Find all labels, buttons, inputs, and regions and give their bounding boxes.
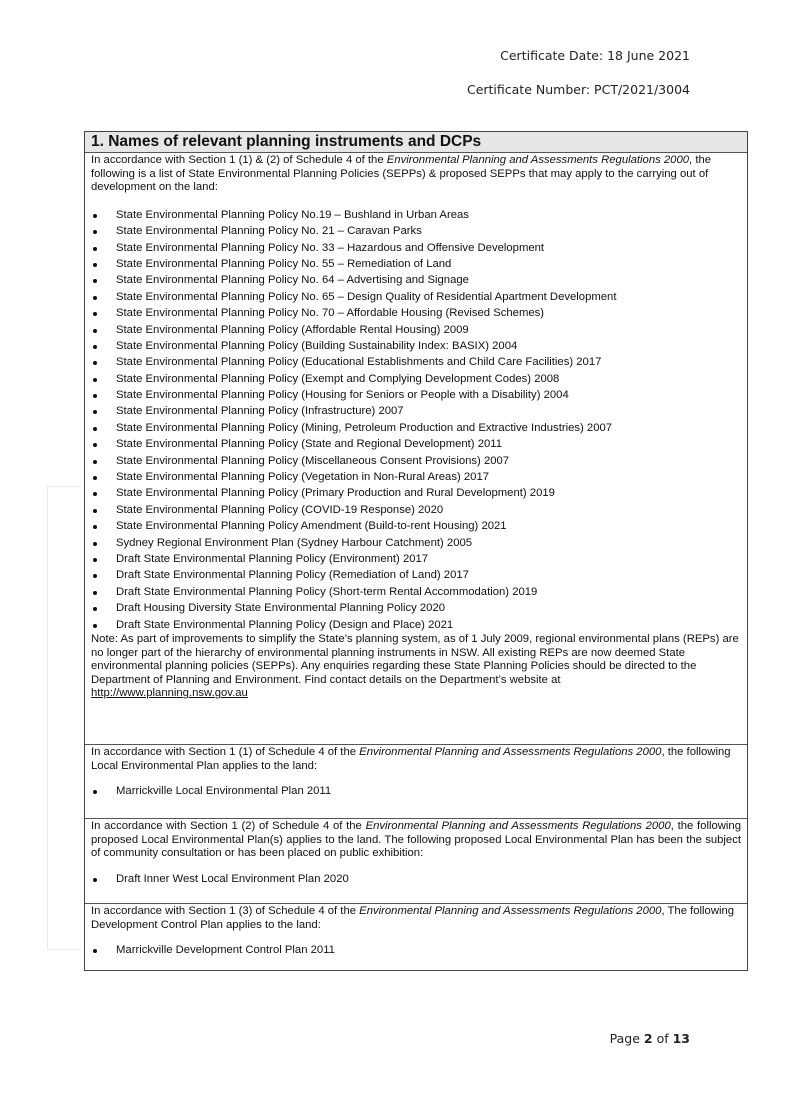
section-title: 1. Names of relevant planning instruments and DCPs [85,132,747,153]
list-item: State Environmental Planning Policy No.19 – Bushland in Urban Areas [91,207,741,223]
list-item: Marrickville Local Environmental Plan 2011 [91,783,741,799]
list-item: Draft State Environmental Planning Policy (Environment) 2017 [91,551,741,567]
page-number: Page 2 of 13 [609,1031,690,1046]
draft-lep-block [85,819,747,903]
list-item: State Environmental Planning Policy (State and Regional Development) 2011 [91,436,741,452]
list-item: State Environmental Planning Policy No. 64 – Advertising and Signage [91,272,741,288]
list-item: Draft State Environmental Planning Policy (Short-term Rental Accommodation) 2019 [91,584,741,600]
list-item: State Environmental Planning Policy (Educational Establishments and Child Care Facilities) 2017 [91,354,741,370]
list-item: State Environmental Planning Policy (Infrastructure) 2007 [91,403,741,419]
page-shadow-artifact [47,486,82,950]
planning-website-link[interactable]: http://www.planning.nsw.gov.au [91,687,248,700]
list-item: State Environmental Planning Policy (Mining, Petroleum Production and Extractive Industries) 2007 [91,420,741,436]
sepp-list [91,207,741,633]
list-item: Draft State Environmental Planning Policy (Design and Place) 2021 [91,617,741,633]
list-item: State Environmental Planning Policy (Primary Production and Rural Development) 2019 [91,485,741,501]
list-item: State Environmental Planning Policy (Miscellaneous Consent Provisions) 2007 [91,453,741,469]
list-item: State Environmental Planning Policy (Exempt and Complying Development Codes) 2008 [91,371,741,387]
certificate-number: Certificate Number: PCT/2021/3004 [466,82,690,97]
lep-list [91,783,741,799]
list-item: State Environmental Planning Policy (Housing for Seniors or People with a Disability) 2004 [91,387,741,403]
lep-text: In accordance with Section 1 (1) of Schedule 4 of the Environmental Planning and Assessments Regulations 2000, the following Local Environmental Plan applies to the land: [91,746,731,772]
lep-block [85,745,747,818]
planning-instruments-section [84,131,748,971]
list-item: Draft Housing Diversity State Environmental Planning Policy 2020 [91,600,741,616]
list-item: State Environmental Planning Policy No. 55 – Remediation of Land [91,256,741,272]
list-item: State Environmental Planning Policy No. 33 – Hazardous and Offensive Development [91,240,741,256]
list-item: State Environmental Planning Policy (COVID-19 Response) 2020 [91,502,741,518]
certificate-date: Certificate Date: 18 June 2021 [500,48,690,63]
list-item: State Environmental Planning Policy No. 21 – Caravan Parks [91,223,741,239]
sepp-block [85,153,747,744]
list-item: State Environmental Planning Policy No. 70 – Affordable Housing (Revised Schemes) [91,305,741,321]
draft-lep-text: In accordance with Section 1 (2) of Schedule 4 of the Environmental Planning and Assessments Regulations 2000, the following proposed Local Environmental Plan(s) applies to the land. The following proposed Local Environmental Plan has been the subject of community consultation or has been placed on public exhibition: [91,820,741,860]
rep-note: Note: As part of improvements to simplify the State’s planning system, as of 1 July 2009, regional environmental plans (REPs) are no longer part of the hierarchy of environmental planning instruments in NSW. All existing REPs are now deemed State environmental planning policies (SEPPs). Any enquiries regarding these State Planning Policies should be directed to the Department of Planning and Environment. Find contact details on the Department’s website at http://www.planning.nsw.gov.au [91,632,739,700]
sepp-intro: In accordance with Section 1 (1) & (2) of Schedule 4 of the Environmental Planning and Assessments Regulations 2000, the following is a list of State Environmental Planning Policies (SEPPs) & proposed SEPPs that may apply to the carrying out of development on the land: [91,154,712,194]
list-item: State Environmental Planning Policy Amendment (Build-to-rent Housing) 2021 [91,518,741,534]
list-item: Draft Inner West Local Environment Plan 2020 [91,871,741,887]
list-item: State Environmental Planning Policy (Vegetation in Non-Rural Areas) 2017 [91,469,741,485]
list-item: Marrickville Development Control Plan 2011 [91,942,741,958]
dcp-text: In accordance with Section 1 (3) of Schedule 4 of the Environmental Planning and Assessments Regulations 2000, The following Development Control Plan applies to the land: [91,905,735,931]
draft-lep-list [91,871,741,887]
list-item: Sydney Regional Environment Plan (Sydney Harbour Catchment) 2005 [91,535,741,551]
list-item: State Environmental Planning Policy (Affordable Rental Housing) 2009 [91,322,741,338]
list-item: State Environmental Planning Policy No. 65 – Design Quality of Residential Apartment Development [91,289,741,305]
dcp-block [85,904,747,959]
list-item: State Environmental Planning Policy (Building Sustainability Index: BASIX) 2004 [91,338,741,354]
dcp-list [91,942,741,958]
list-item: Draft State Environmental Planning Policy (Remediation of Land) 2017 [91,567,741,583]
